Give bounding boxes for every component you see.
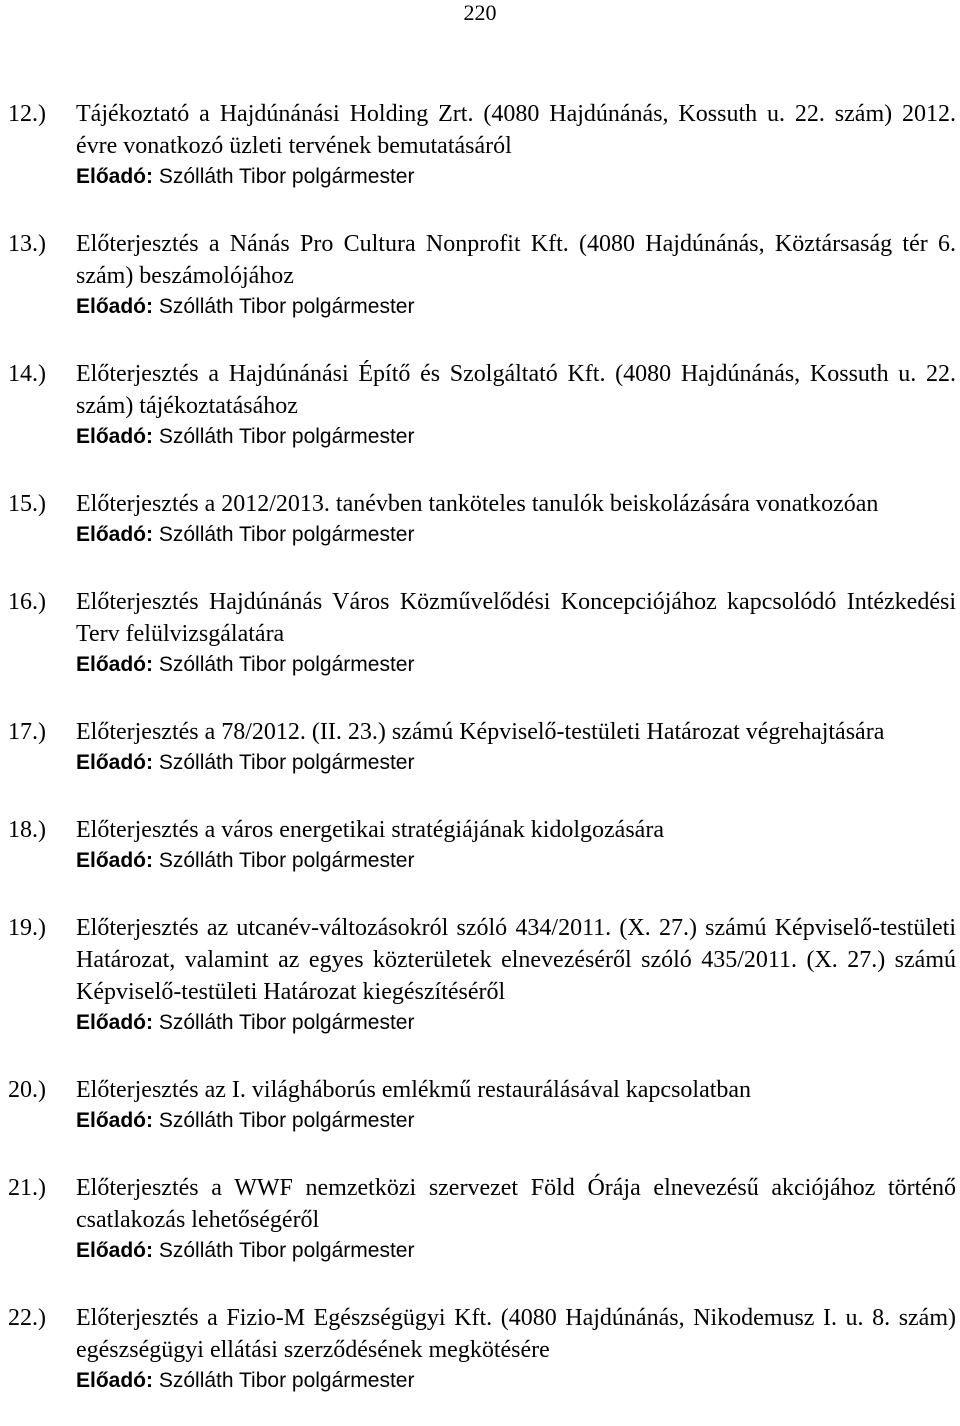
presenter-line [76, 422, 956, 452]
item-number: 22.) [8, 1305, 46, 1331]
item-title: Előterjesztés Hajdúnánás Város Közművelődési Koncepciójához kapcsolódó Intézkedési Terv felülvizsgálatára [76, 589, 956, 647]
item-title: Előterjesztés az I. világháborús emlékmű restaurálásával kapcsolatban [76, 1077, 752, 1103]
item-number: 14.) [8, 361, 46, 387]
item-title: Előterjesztés a 78/2012. (II. 23.) számú Képviselő-testületi Határozat végrehajtására [76, 719, 885, 745]
item-number: 21.) [8, 1175, 46, 1201]
page-number: 220 [463, 0, 497, 25]
item-number: 12.) [8, 101, 46, 127]
presenter-line [76, 846, 956, 876]
presenter-name: Szólláth Tibor polgármester [158, 849, 415, 872]
presenter-line [76, 162, 956, 192]
agenda-item [0, 716, 960, 778]
agenda-item [0, 586, 960, 680]
item-title: Előterjesztés a Nánás Pro Cultura Nonprofit Kft. (4080 Hajdúnánás, Köztársaság tér 6. szám) beszámolójához [76, 231, 956, 289]
agenda-item [0, 228, 960, 322]
item-title: Előterjesztés a Hajdúnánási Építő és Szolgáltató Kft. (4080 Hajdúnánás, Kossuth u. 22. szám) tájékoztatásához [76, 361, 956, 419]
presenter-line [76, 650, 956, 680]
item-number: 17.) [8, 719, 46, 745]
presenter-line [76, 1008, 956, 1038]
agenda-item [0, 814, 960, 876]
presenter-label: Előadó: [76, 425, 153, 448]
presenter-name: Szólláth Tibor polgármester [158, 1109, 415, 1132]
item-number: 20.) [8, 1077, 46, 1103]
item-title: Előterjesztés a WWF nemzetközi szervezet Föld Órája elnevezésű akciójához történő csatlakozás lehetőségéről [76, 1175, 956, 1233]
presenter-label: Előadó: [76, 1369, 153, 1392]
presenter-label: Előadó: [76, 653, 153, 676]
presenter-name: Szólláth Tibor polgármester [158, 1011, 415, 1034]
presenter-name: Szólláth Tibor polgármester [158, 1369, 415, 1392]
presenter-label: Előadó: [76, 849, 153, 872]
presenter-name: Szólláth Tibor polgármester [158, 653, 415, 676]
item-title: Előterjesztés a város energetikai stratégiájának kidolgozására [76, 817, 664, 843]
item-number: 16.) [8, 589, 46, 615]
agenda-item [0, 1302, 960, 1396]
item-number: 18.) [8, 817, 46, 843]
agenda-item [0, 912, 960, 1038]
presenter-label: Előadó: [76, 1239, 153, 1262]
presenter-name: Szólláth Tibor polgármester [158, 523, 415, 546]
presenter-name: Szólláth Tibor polgármester [158, 295, 415, 318]
agenda-item [0, 488, 960, 550]
presenter-name: Szólláth Tibor polgármester [158, 165, 415, 188]
item-title: Előterjesztés a Fizio-M Egészségügyi Kft. (4080 Hajdúnánás, Nikodemusz I. u. 8. szám) egészségügyi ellátási szerződésének megkötésére [76, 1305, 956, 1363]
presenter-name: Szólláth Tibor polgármester [158, 425, 415, 448]
presenter-line [76, 1106, 956, 1136]
agenda-item [0, 1172, 960, 1266]
presenter-line [76, 1236, 956, 1266]
agenda-item [0, 358, 960, 452]
presenter-label: Előadó: [76, 1011, 153, 1034]
presenter-line [76, 520, 956, 550]
presenter-line [76, 292, 956, 322]
presenter-label: Előadó: [76, 165, 153, 188]
presenter-line [76, 748, 956, 778]
presenter-line [76, 1366, 956, 1396]
presenter-label: Előadó: [76, 1109, 153, 1132]
presenter-name: Szólláth Tibor polgármester [158, 751, 415, 774]
presenter-name: Szólláth Tibor polgármester [158, 1239, 415, 1262]
agenda-list [0, 98, 960, 1396]
presenter-label: Előadó: [76, 523, 153, 546]
item-number: 19.) [8, 915, 46, 941]
agenda-item [0, 98, 960, 192]
item-number: 13.) [8, 231, 46, 257]
presenter-label: Előadó: [76, 751, 153, 774]
agenda-item [0, 1074, 960, 1136]
presenter-label: Előadó: [76, 295, 153, 318]
item-title: Tájékoztató a Hajdúnánási Holding Zrt. (4080 Hajdúnánás, Kossuth u. 22. szám) 2012. évre vonatkozó üzleti tervének bemutatásáról [76, 101, 956, 159]
item-number: 15.) [8, 491, 46, 517]
item-title: Előterjesztés a 2012/2013. tanévben tanköteles tanulók beiskolázására vonatkozóan [76, 491, 879, 517]
item-title: Előterjesztés az utcanév-változásokról szóló 434/2011. (X. 27.) számú Képviselő-testületi Határozat, valamint az egyes közterületek elnevezéséről szóló 435/2011. (X. 27.) számú Képviselő-testületi Határozat kiegészítéséről [76, 915, 956, 1005]
